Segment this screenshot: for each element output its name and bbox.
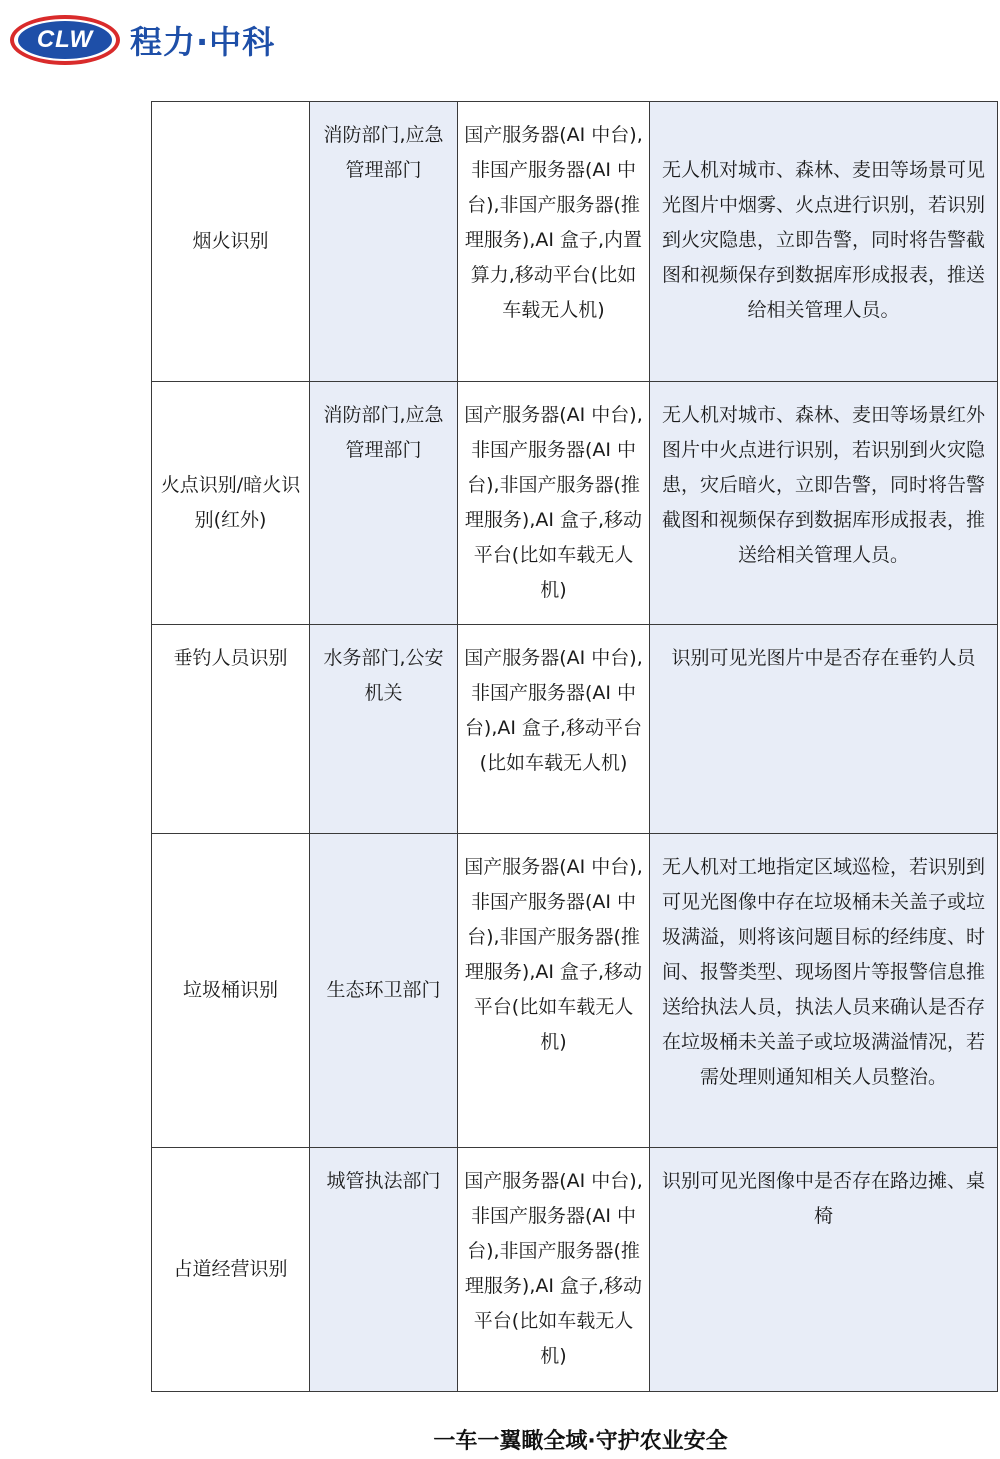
algorithm-description: 无人机对城市、森林、麦田等场景可见光图片中烟雾、火点进行识别，若识别到火灾隐患，立即告警，同时将告警截图和视频保存到数据库形成报表，推送给相关管理人员。	[650, 102, 998, 382]
brand-name: 程力·中科	[130, 23, 276, 61]
algorithm-name: 垃圾桶识别	[152, 834, 310, 1148]
applicable-department: 消防部门,应急管理部门	[310, 102, 458, 382]
table-row	[152, 382, 998, 625]
algorithm-description: 无人机对城市、森林、麦田等场景红外图片中火点进行识别，若识别到火灾隐患，灾后暗火，立即告警，同时将告警截图和视频保存到数据库形成报表，推送给相关管理人员。	[650, 382, 998, 625]
logo-text: CLW	[18, 21, 112, 59]
table-row	[152, 834, 998, 1148]
deployment-platform: 国产服务器(AI 中台),非国产服务器(AI 中台),非国产服务器(推理服务),AI 盒子,内置算力,移动平台(比如车载无人机)	[458, 102, 650, 382]
algorithm-name: 烟火识别	[152, 102, 310, 382]
table-row	[152, 102, 998, 382]
table-row	[152, 1148, 998, 1392]
algorithm-description: 识别可见光图片中是否存在垂钓人员	[650, 625, 998, 834]
algorithm-description: 无人机对工地指定区域巡检，若识别到可见光图像中存在垃圾桶未关盖子或垃圾满溢，则将该问题目标的经纬度、时间、报警类型、现场图片等报警信息推送给执法人员，执法人员来确认是否存在垃圾桶未关盖子或垃圾满溢情况，若需处理则通知相关人员整治。	[650, 834, 998, 1148]
algorithm-table	[151, 101, 998, 1392]
algorithm-description: 识别可见光图像中是否存在路边摊、桌椅	[650, 1148, 998, 1392]
applicable-department: 水务部门,公安机关	[310, 625, 458, 834]
deployment-platform: 国产服务器(AI 中台),非国产服务器(AI 中台),非国产服务器(推理服务),AI 盒子,移动平台(比如车载无人机)	[458, 834, 650, 1148]
applicable-department: 城管执法部门	[310, 1148, 458, 1392]
deployment-platform: 国产服务器(AI 中台),非国产服务器(AI 中台),非国产服务器(推理服务),AI 盒子,移动平台(比如车载无人机)	[458, 382, 650, 625]
algorithm-name: 垂钓人员识别	[152, 625, 310, 834]
header	[10, 12, 275, 68]
deployment-platform: 国产服务器(AI 中台),非国产服务器(AI 中台),非国产服务器(推理服务),AI 盒子,移动平台(比如车载无人机)	[458, 1148, 650, 1392]
footer-slogan: 一车一翼瞰全域·守护农业安全	[433, 1429, 728, 1454]
deployment-platform: 国产服务器(AI 中台),非国产服务器(AI 中台),AI 盒子,移动平台(比如车载无人机)	[458, 625, 650, 834]
algorithm-name: 占道经营识别	[152, 1148, 310, 1392]
applicable-department: 生态环卫部门	[310, 834, 458, 1148]
applicable-department: 消防部门,应急管理部门	[310, 382, 458, 625]
algorithm-name: 火点识别/暗火识别(红外)	[152, 382, 310, 625]
company-logo	[10, 15, 120, 65]
table-row	[152, 625, 998, 834]
